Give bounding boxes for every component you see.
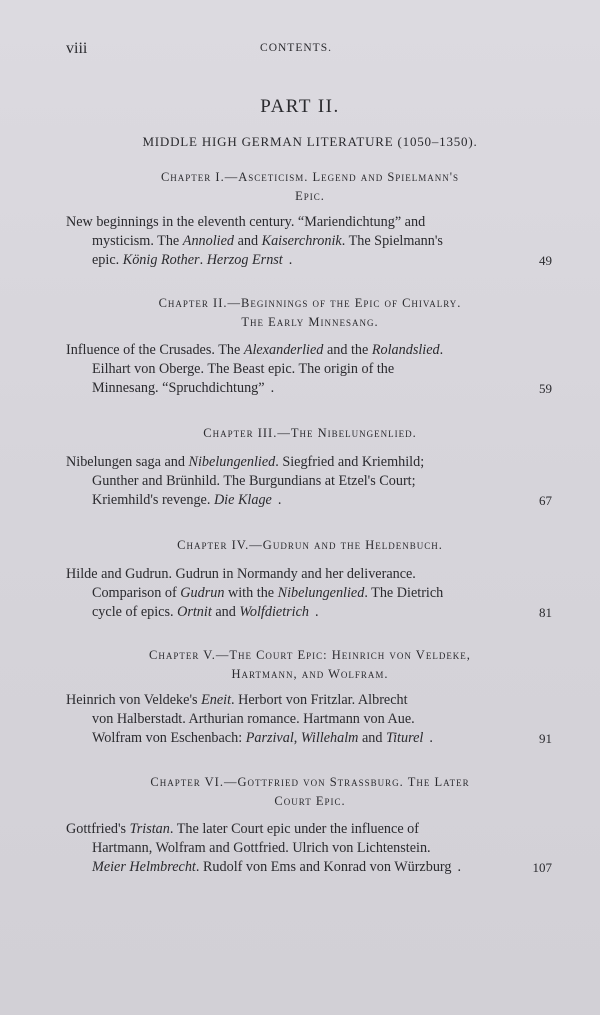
italic-title: Parzival (245, 730, 294, 746)
leader-dots: . (288, 252, 307, 268)
italic-title: Die Klage (213, 492, 272, 508)
chapter-heading-line: Chapter VI.—Gottfried von Strassburg. The Later (150, 775, 470, 789)
italic-title: König Rother (122, 252, 200, 268)
italic-title: Meier Helmbrecht (92, 859, 196, 875)
italic-title: Nibelungenlied (188, 454, 276, 470)
chapter-heading-line: Chapter III.—The Nibelungenlied. (203, 426, 417, 440)
chapter-heading-line: Hartmann, and Wolfram. (231, 667, 389, 681)
italic-title: Willehalm (300, 730, 359, 746)
summary-line: Hartmann, Wolfram and Gottfried. Ulrich von Lichtenstein. (92, 840, 431, 856)
italic-title: Eneit (201, 692, 232, 708)
summary-line: Nibelungen saga and Nibelungenlied. Siegfried and Kriemhild; (66, 454, 425, 470)
chapter-heading (100, 294, 520, 332)
summary-line: Gunther and Brünhild. The Burgundians at Etzel's Court; (92, 473, 416, 489)
summary-line: Kriemhild's revenge. Die Klage . 67 (92, 492, 552, 508)
italic-title: Gudrun (180, 585, 225, 601)
summary-line: Eilhart von Oberge. The Beast epic. The origin of the (92, 361, 395, 377)
summary-line: Influence of the Crusades. The Alexanderlied and the Rolandslied. (66, 342, 444, 358)
chapter-heading (100, 168, 520, 206)
chapter-heading (100, 773, 520, 811)
chapter-heading (100, 424, 520, 443)
italic-title: Annolied (182, 233, 235, 249)
page-number: 49 (539, 253, 552, 268)
italic-title: Alexanderlied (243, 342, 324, 358)
part-title: PART II. (260, 96, 340, 117)
leader-dots: . (277, 492, 296, 508)
summary-line: mysticism. The Annolied and Kaiserchronik. The Spielmann's (92, 233, 443, 249)
italic-title: Kaiserchronik (261, 233, 342, 249)
italic-title: Titurel (386, 730, 424, 746)
page-number: 107 (532, 860, 552, 875)
part-subtitle: MIDDLE HIGH GERMAN LITERATURE (1050–1350). (142, 134, 478, 149)
page-number: 81 (539, 605, 552, 620)
summary-line: New beginnings in the eleventh century. “Mariendichtung” and (66, 214, 426, 230)
leader-dots: . (429, 730, 447, 746)
chapter-summary (66, 453, 552, 510)
chapter-heading-line: The Early Minnesang. (241, 315, 379, 329)
page-folio: viii (66, 40, 88, 57)
page-number: 59 (539, 381, 552, 396)
summary-line: epic. König Rother. Herzog Ernst . 49 (92, 252, 552, 268)
chapter-summary (66, 341, 552, 398)
summary-line: von Halberstadt. Arthurian romance. Hartmann von Aue. (92, 711, 415, 727)
chapter-heading-line: Court Epic. (274, 794, 346, 808)
page-number: 67 (539, 493, 552, 508)
summary-line: Gottfried's Tristan. The later Court epic under the influence of (66, 821, 419, 837)
running-title: CONTENTS. (260, 42, 332, 54)
chapter-heading-line: Chapter II.—Beginnings of the Epic of Chivalry. (158, 296, 462, 310)
italic-title: Rolandslied (371, 342, 440, 358)
chapter-heading-line: Epic. (295, 189, 325, 203)
summary-line: Hilde and Gudrun. Gudrun in Normandy and her deliverance. (66, 566, 416, 582)
chapter-heading (100, 536, 520, 555)
running-header (66, 40, 526, 60)
summary-line: Wolfram von Eschenbach: Parzival, Willehalm and Titurel . 91 (92, 730, 552, 746)
italic-title: Wolfdietrich (239, 604, 309, 620)
chapter-heading-line: Chapter I.—Asceticism. Legend and Spielmann's (160, 170, 460, 184)
leader-dots: . (315, 604, 333, 620)
chapter-summary (66, 565, 552, 622)
summary-line: Heinrich von Veldeke's Eneit. Herbort von Fritzlar. Albrecht (66, 692, 408, 708)
chapter-summary (66, 691, 552, 748)
leader-dots: . (270, 380, 289, 396)
leader-dots: . (457, 859, 476, 875)
summary-line: Comparison of Gudrun with the Nibelungenlied. The Dietrich (92, 585, 444, 601)
chapter-heading-line: Chapter IV.—Gudrun and the Heldenbuch. (177, 538, 443, 552)
summary-line: Minnesang. “Spruchdichtung” . 59 (92, 380, 552, 396)
summary-line: Meier Helmbrecht. Rudolf von Ems and Konrad von Würzburg . 107 (92, 859, 552, 875)
chapter-heading (100, 646, 520, 684)
chapter-summary (66, 820, 552, 877)
chapter-summary (66, 213, 552, 270)
italic-title: Nibelungenlied (277, 585, 365, 601)
italic-title: Ortnit (177, 604, 212, 620)
summary-line: cycle of epics. Ortnit and Wolfdietrich . 81 (92, 604, 552, 620)
italic-title: Herzog Ernst (206, 252, 283, 268)
chapter-heading-line: Chapter V.—The Court Epic: Heinrich von Veldeke, (149, 648, 471, 662)
page-number: 91 (539, 731, 552, 746)
italic-title: Tristan (129, 821, 170, 837)
